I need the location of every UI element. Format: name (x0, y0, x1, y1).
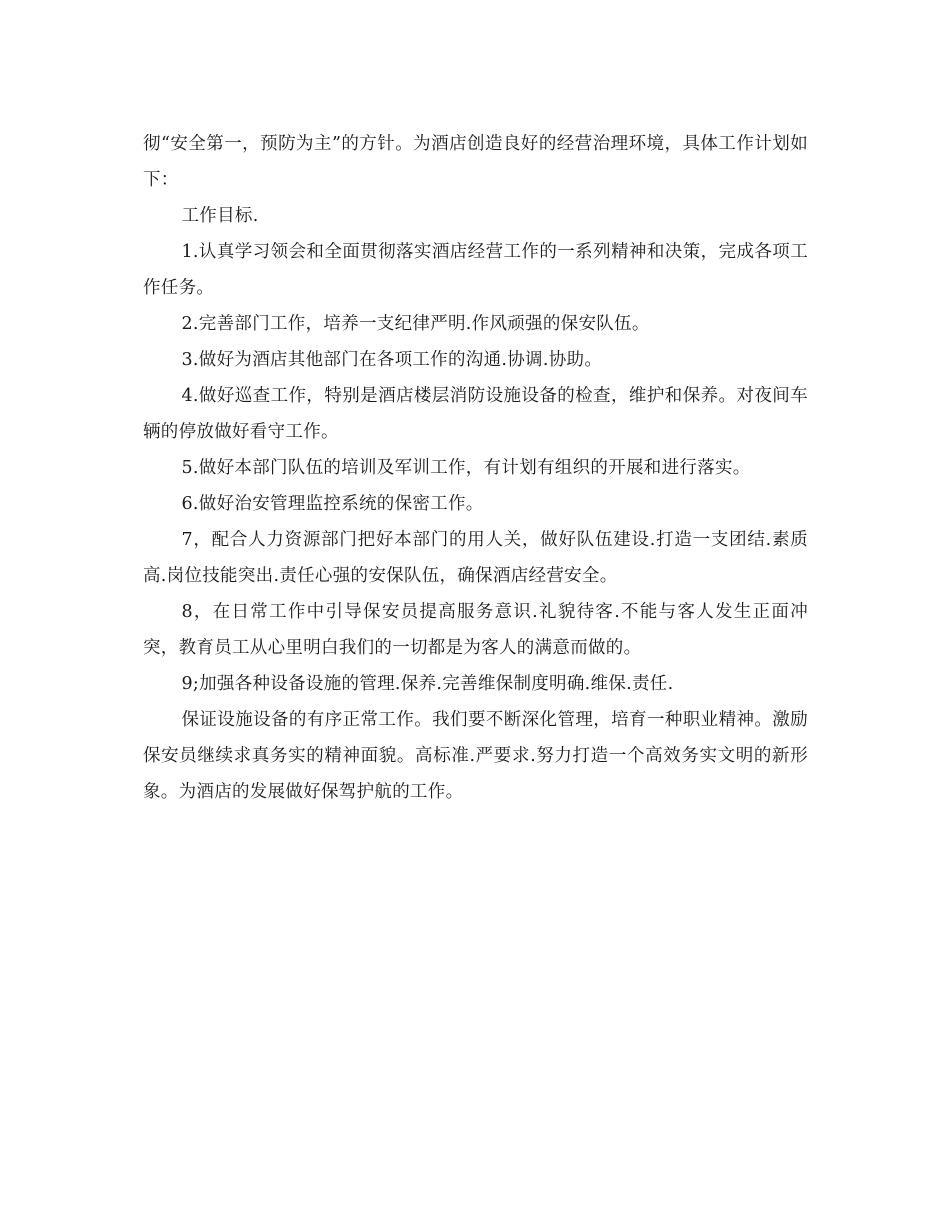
document-body (143, 126, 808, 810)
paragraph-goal-1: 1.认真学习领会和全面贯彻落实酒店经营工作的一系列精神和决策，完成各项工作任务。 (143, 242, 808, 298)
paragraph-goal-6: 6.做好治安管理监控系统的保密工作。 (181, 494, 484, 514)
paragraph-goal-8: 8，在日常工作中引导保安员提高服务意识.礼貌待客.不能与客人发生正面冲突，教育员工从心里明白我们的一切都是为客人的满意而做的。 (143, 602, 808, 658)
paragraph-goal-2: 2.完善部门工作，培养一支纪律严明.作风顽强的保安队伍。 (181, 314, 650, 334)
paragraph-goal-9: 9;加强各种设备设施的管理.保养.完善维保制度明确.维保.责任. (181, 674, 674, 694)
paragraph-goal-7: 7，配合人力资源部门把好本部门的用人关，做好队伍建设.打造一支团结.素质高.岗位技能突出.责任心强的安保队伍，确保酒店经营安全。 (143, 530, 808, 586)
paragraph-goal-5: 5.做好本部门队伍的培训及军训工作，有计划有组织的开展和进行落实。 (181, 458, 751, 478)
paragraph-goals-heading: 工作目标. (181, 206, 259, 226)
paragraph-policy-continuation: 彻“安全第一，预防为主”的方针。为酒店创造良好的经营治理环境，具体工作计划如下： (143, 134, 808, 190)
paragraph-goal-3: 3.做好为酒店其他部门在各项工作的沟通.协调.协助。 (181, 350, 603, 370)
paragraph-conclusion: 保证设施设备的有序正常工作。我们要不断深化管理，培育一种职业精神。激励保安员继续求真务实的精神面貌。高标准.严要求.努力打造一个高效务实文明的新形象。为酒店的发展做好保驾护航的工作。 (143, 710, 808, 802)
paragraph-goal-4: 4.做好巡查工作，特别是酒店楼层消防设施设备的检查，维护和保养。对夜间车辆的停放做好看守工作。 (143, 386, 808, 442)
